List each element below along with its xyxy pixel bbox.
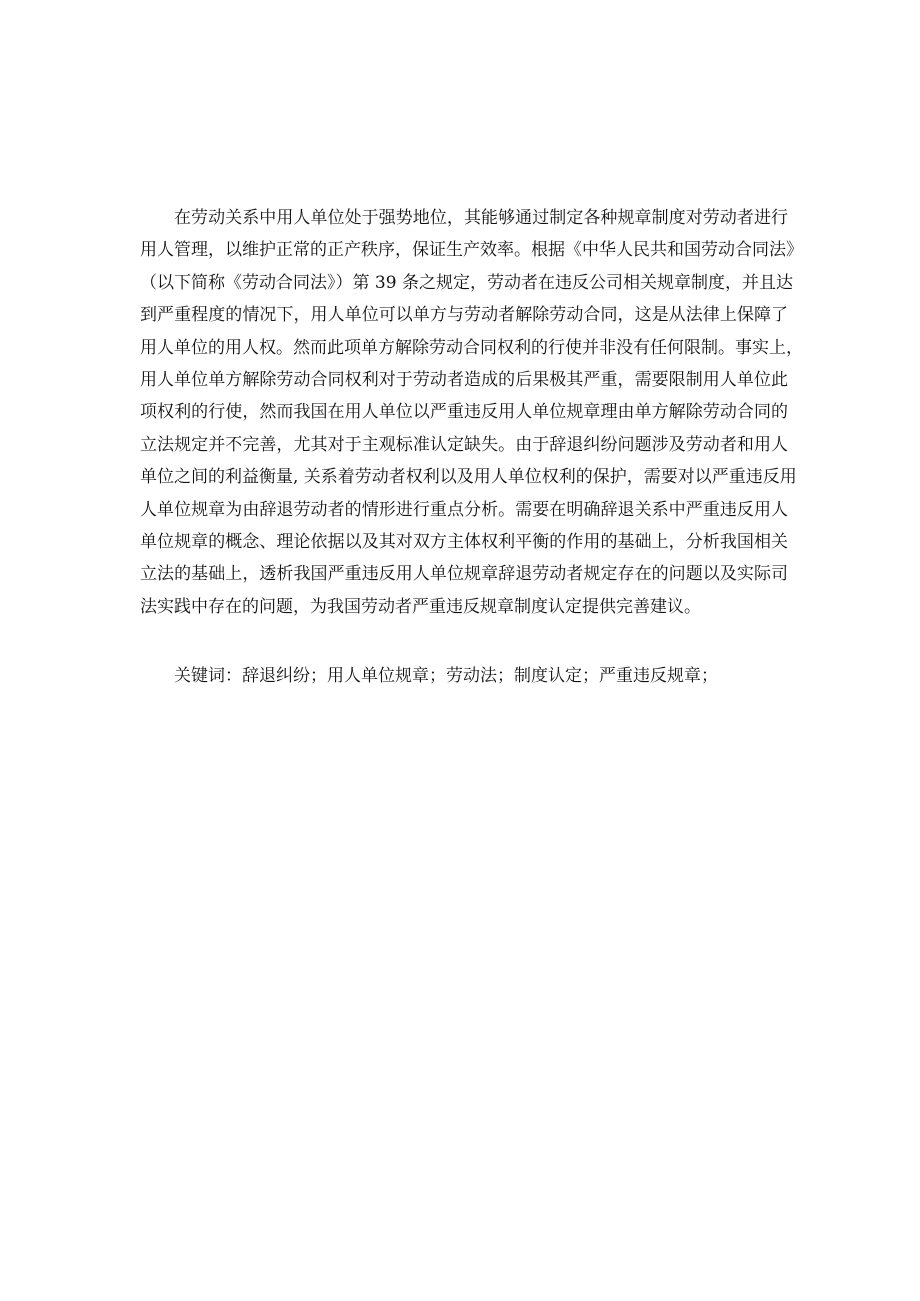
abstract-line: 项权利的行使，然而我国在用人单位以严重违反用人单位规章理由单方解除劳动合同的 xyxy=(140,402,788,423)
abstract-line: 立法规定并不完善，尤其对于主观标准认定缺失。由于辞退纠纷问题涉及劳动者和用人 xyxy=(140,434,788,455)
abstract-line: 在劳动关系中用人单位处于强势地位，其能够通过制定各种规章制度对劳动者进行 xyxy=(174,208,788,228)
abstract-line: （以下简称《劳动合同法》）第 39 条之规定，劳动者在违反公司相关规章制度，并且达 xyxy=(140,272,793,293)
abstract-line: 用人单位单方解除劳动合同权利对于劳动者造成的后果极其严重，需要限制用人单位此 xyxy=(140,369,788,390)
abstract-line: 到严重程度的情况下，用人单位可以单方与劳动者解除劳动合同，这是从法律上保障了 xyxy=(140,305,788,326)
abstract-line: 立法的基础上，透析我国严重违反用人单位规章辞退劳动者规定存在的问题以及实际司 xyxy=(140,564,788,585)
abstract-line: 用人单位的用人权。然而此项单方解除劳动合同权利的行使并非没有任何限制。事实上， xyxy=(140,337,803,358)
keywords-line: 关键词：辞退纠纷；用人单位规章；劳动法；制度认定；严重违反规章； xyxy=(174,666,718,686)
abstract-line: 单位规章的概念、理论依据以及其对双方主体权利平衡的作用的基础上，分析我国相关 xyxy=(140,531,788,552)
abstract-line: 单位之间的利益衡量, 关系着劳动者权利以及用人单位权利的保护，需要对以严重违反用 xyxy=(140,467,797,488)
abstract-paragraph xyxy=(140,202,803,623)
abstract-line: 法实践中存在的问题，为我国劳动者严重违反规章制度认定提供完善建议。 xyxy=(140,596,701,617)
abstract-line: 人单位规章为由辞退劳动者的情形进行重点分析。需要在明确辞退关系中严重违反用人 xyxy=(140,499,788,520)
abstract-line: 用人管理，以维护正常的正产秩序，保证生产效率。根据《中华人民共和国劳动合同法》 xyxy=(140,240,803,261)
